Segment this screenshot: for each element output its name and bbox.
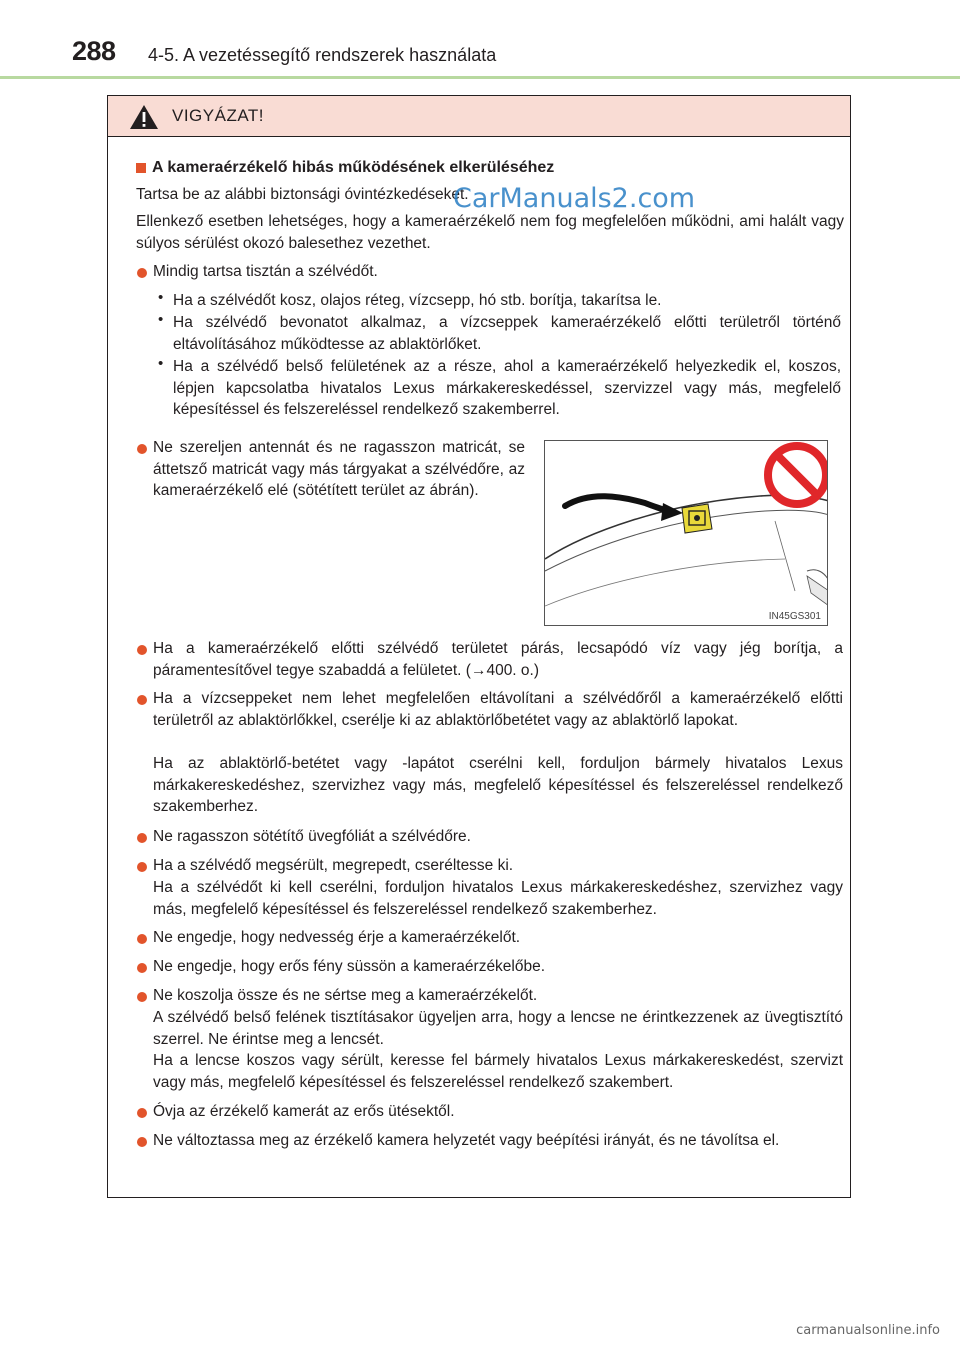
bullet-9-continued-2: Ha a lencse koszos vagy sérült, keresse fel bármely hivatalos Lexus márkakereskedést, szervizt vagy más, megfelelő képesítéssel és felszereléssel rendelkező szakembert. bbox=[153, 1052, 843, 1091]
caution-box bbox=[107, 95, 851, 1198]
bullet-dot-icon bbox=[137, 833, 147, 843]
bullet-5: Ne ragasszon sötétítő üvegfóliát a szélvédőre. bbox=[153, 828, 471, 845]
bullet-dot-icon bbox=[137, 268, 147, 278]
bullet-dot-icon bbox=[137, 1137, 147, 1147]
bullet-dot-icon bbox=[137, 963, 147, 973]
bullet-9: Ne koszolja össze és ne sértse meg a kameraérzékelőt. bbox=[153, 987, 538, 1004]
bullet-2: Ne szereljen antennát és ne ragasszon matricát, se áttetsző matricát vagy más tárgyakat a szélvédőre, az kameraérzékelő elé (sötétített terület az ábrán). bbox=[153, 439, 525, 499]
warning-triangle-icon bbox=[129, 104, 159, 130]
bullet-dot-icon bbox=[137, 934, 147, 944]
sub-bullet-1: Ha a szélvédőt kosz, olajos réteg, vízcsepp, hó stb. borítja, takarítsa le. bbox=[173, 292, 662, 309]
section-title-text: A kameraérzékelő hibás működésének elkerüléséhez bbox=[152, 159, 555, 176]
bullet-dot-icon bbox=[137, 992, 147, 1002]
caution-label: VIGYÁZAT! bbox=[172, 106, 265, 125]
bullet-6: Ha a szélvédő megsérült, megrepedt, cseréltesse ki. bbox=[153, 857, 514, 874]
bullet-dot-icon bbox=[137, 862, 147, 872]
bullet-dot-icon bbox=[137, 695, 147, 705]
figure-code: IN45GS301 bbox=[768, 611, 821, 622]
sub-bullet-icon: • bbox=[158, 355, 164, 372]
sub-bullet-icon: • bbox=[158, 289, 164, 306]
bullet-dot-icon bbox=[137, 444, 147, 454]
section-title bbox=[136, 159, 554, 177]
bullet-10: Óvja az érzékelő kamerát az erős ütésektől. bbox=[153, 1103, 455, 1120]
chapter-title: 4-5. A vezetéssegítő rendszerek használata bbox=[148, 45, 497, 65]
bullet-6-continued: Ha a szélvédőt ki kell cserélni, forduljon hivatalos Lexus márkakereskedéshez, szervizhez vagy más, megfelelő képesítéssel és felszereléssel rendelkező szakemberhez. bbox=[153, 879, 843, 918]
bullet-3: Ha a kameraérzékelő előtti szélvédő területet párás, lecsapódó víz vagy jég borítja, a páramentesítővel tegye szabaddá a felületet. (→400. o.) bbox=[153, 640, 843, 679]
bullet-4: Ha a vízcseppeket nem lehet megfelelően eltávolítani a szélvédőről a kameraérzékelő előtti területről az ablaktörlőkkel, cserélje ki az ablaktörlőbetétet vagy az ablaktörlő lapokat. bbox=[153, 690, 843, 729]
bullet-dot-icon bbox=[137, 1108, 147, 1118]
watermark-overlay: CarManuals2.com bbox=[453, 183, 696, 214]
sub-bullet-3: Ha a szélvédő belső felületének az a része, ahol a kameraérzékelő helyezkedik el, koszos, lépjen kapcsolatba hivatalos Lexus márkakereskedéssel, szervizzel vagy más, megfelelő képesítéssel és felszereléssel rendelkező szakemberrel. bbox=[173, 358, 841, 418]
bullet-9-continued: A szélvédő belső felének tisztításakor ügyeljen arra, hogy a lencse ne érintkezzenek az üvegtisztító szerrel. Ne érintse meg a lencsét. bbox=[153, 1009, 843, 1048]
square-bullet-icon bbox=[136, 163, 146, 173]
bullet-7: Ne engedje, hogy nedvesség érje a kameraérzékelőt. bbox=[153, 929, 521, 946]
intro-paragraph-2: Ellenkező esetben lehetséges, hogy a kameraérzékelő nem fog megfelelően működni, ami halált vagy súlyos sérülést okozó balesethez vezethet. bbox=[136, 213, 844, 252]
bullet-dot-icon bbox=[137, 645, 147, 655]
sub-bullet-2: Ha szélvédő bevonatot alkalmaz, a vízcseppek kameraérzékelő előtti területről történő eltávolításához működtesse az ablaktörlőket. bbox=[173, 314, 841, 353]
bullet-11: Ne változtassa meg az érzékelő kamera helyzetét vagy beépítési irányát, és ne távolítsa el. bbox=[153, 1132, 780, 1149]
caution-header bbox=[108, 96, 850, 137]
sub-bullet-icon: • bbox=[158, 311, 164, 328]
bullet-4-continued: Ha az ablaktörlő-betétet vagy -lapátot cserélni kell, forduljon bármely hivatalos Lexus márkakereskedéshez, szervizhez vagy más, megfelelő képesítéssel és felszereléssel rendelkező szakemberhez. bbox=[153, 755, 843, 815]
bullet-1: Mindig tartsa tisztán a szélvédőt. bbox=[153, 263, 378, 280]
intro-paragraph-1: Tartsa be az alábbi biztonsági óvintézkedéseket. bbox=[136, 186, 469, 203]
windshield-illustration bbox=[545, 441, 828, 626]
bullet-8: Ne engedje, hogy erős fény süssön a kameraérzékelőbe. bbox=[153, 958, 546, 975]
windshield-figure bbox=[544, 440, 828, 626]
header-rule bbox=[0, 76, 960, 79]
page-number: 288 bbox=[72, 36, 116, 66]
footer-watermark: carmanualsonline.info bbox=[796, 1323, 940, 1338]
